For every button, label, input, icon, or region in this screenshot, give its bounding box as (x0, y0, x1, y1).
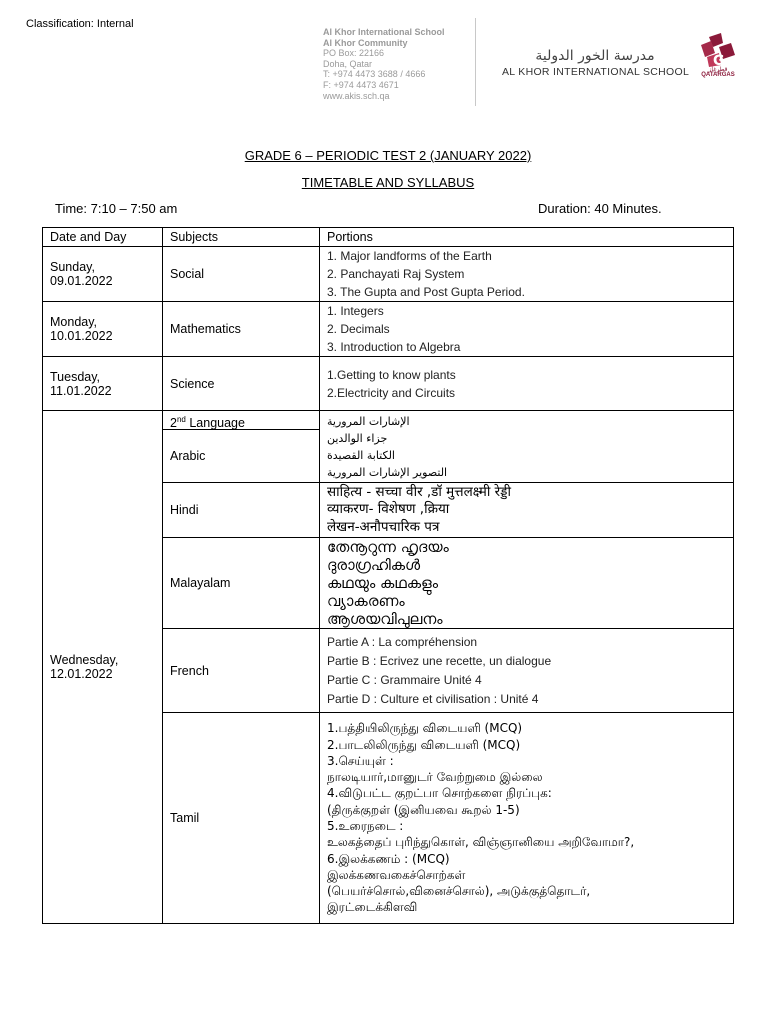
classification-label: Classification: Internal (26, 18, 134, 30)
portion-item: الكتابة القصيدة (327, 448, 395, 462)
portion-item: 3. The Gupta and Post Gupta Period. (327, 285, 525, 299)
portion-item: 4.விடுபட்ட குறட்பா சொற்களை நிரப்புக: (327, 786, 552, 801)
portion-item: ദുരാഗ്രഹികൾ (327, 556, 421, 574)
table-row (43, 411, 734, 483)
portion-item: Partie A : La compréhension (327, 634, 478, 649)
portion-item: 1.Getting to know plants (327, 367, 456, 382)
subject-cell (163, 411, 320, 483)
header-subject: Subjects (163, 228, 320, 247)
subject-cell: French (163, 629, 320, 713)
portion-item: Partie D : Culture et civilisation : Unité 4 (327, 691, 539, 706)
logo-label: QATARGAS (701, 72, 735, 78)
address-line: www.akis.sch.qa (323, 90, 390, 101)
portions-cell (320, 713, 734, 924)
date-cell (43, 411, 163, 924)
day-label: Monday, (50, 315, 98, 329)
portion-item: உலகத்தைப் புரிந்துகொள், விஞ்ஞானியை அறிவோமா?, (327, 835, 635, 850)
date-cell (43, 302, 163, 357)
header-portions: Portions (320, 228, 734, 247)
portion-item: 2. Decimals (327, 322, 390, 336)
table-header-row (43, 228, 734, 247)
portion-item: लेखन-अनौपचारिक पत्र (327, 518, 440, 535)
portions-cell (320, 483, 734, 538)
day-label: Sunday, (50, 260, 95, 274)
portion-item: جزاء الوالدين (327, 431, 388, 445)
svg-text:G: G (713, 53, 725, 69)
exam-duration: Duration: 40 Minutes. (538, 201, 662, 216)
portion-item: (பெயர்ச்சொல்,வினைச்சொல்), அடுக்குத்தொடர், (327, 884, 591, 899)
portion-item: நாலடியார்,மானுடர் வேற்றுமை இல்லை (327, 770, 543, 785)
header-date: Date and Day (43, 228, 163, 247)
table-row (43, 247, 734, 302)
portion-item: വ്യാകരണം (327, 592, 405, 610)
day-label: Tuesday, (50, 369, 101, 384)
portion-item: തേനൂറുന്ന ഹൃദയം (327, 538, 449, 556)
second-language-label: 2nd Language (163, 411, 319, 430)
subject-cell: Mathematics (163, 302, 320, 357)
subject-arabic: Arabic (170, 449, 206, 463)
address-line: Doha, Qatar (323, 58, 373, 69)
portion-item: കഥയും കഥകളും (327, 574, 438, 592)
portion-item: 3.செய்யுள் : (327, 753, 394, 768)
header-divider (475, 18, 476, 106)
portion-item: व्याकरण- विशेषण ,क्रिया (327, 501, 450, 518)
address-line: F: +974 4473 4671 (323, 79, 399, 90)
date-cell (43, 357, 163, 411)
subject-cell: Tamil (163, 713, 320, 924)
date-label: 10.01.2022 (50, 329, 113, 343)
date-label: 12.01.2022 (50, 667, 113, 681)
portions-cell (320, 247, 734, 302)
portion-item: Partie B : Ecrivez une recette, un dialogue (327, 653, 552, 668)
date-label: 11.01.2022 (50, 383, 112, 398)
portion-item: (திருக்குறள் (இனியவை கூறல் 1-5) (327, 802, 520, 817)
table-row (43, 302, 734, 357)
table-row (43, 357, 734, 411)
portion-item: இலக்கணவகைச்சொற்கள் (327, 867, 466, 882)
portion-item: Partie C : Grammaire Unité 4 (327, 672, 482, 687)
portion-item: 2.Electricity and Circuits (327, 385, 456, 400)
portion-item: التصوير الإشارات المرورية (327, 465, 448, 479)
qatargas-logo-icon (697, 31, 741, 87)
portion-item: 2.பாடலிலிருந்து விடையளி (MCQ) (327, 737, 521, 752)
school-name-arabic: مدرسة الخور الدولية (535, 48, 655, 64)
subject-cell: Social (163, 247, 320, 302)
date-cell (43, 247, 163, 302)
address-line: Al Khor International School (323, 27, 445, 37)
timetable (42, 227, 734, 924)
portions-cell (320, 538, 734, 629)
portion-item: الإشارات المرورية (327, 414, 410, 428)
date-label: 09.01.2022 (50, 274, 113, 288)
portions-cell (320, 411, 734, 483)
subject-cell: Malayalam (163, 538, 320, 629)
subject-cell: Science (163, 357, 320, 411)
day-label: Wednesday, (50, 653, 119, 667)
school-address-block (323, 27, 445, 101)
address-line: Al Khor Community (323, 37, 408, 48)
address-line: PO Box: 22166 (323, 48, 385, 59)
portion-item: 5.உரைநடை : (327, 819, 404, 833)
portion-item: 3. Introduction to Algebra (327, 340, 461, 354)
logo-arabic-text: قطرغاز (708, 66, 728, 73)
portions-cell (320, 629, 734, 713)
portion-item: 6.இலக்கணம் : (MCQ) (327, 851, 450, 866)
portion-item: 1.பத்தியிலிருந்து விடையளி (MCQ) (327, 721, 523, 736)
portion-item: 2. Panchayati Raj System (327, 267, 465, 281)
portion-item: 1. Integers (327, 304, 384, 318)
portion-item: 1. Major landforms of the Earth (327, 249, 492, 263)
portion-item: இரட்டைக்கிளவி (327, 900, 418, 915)
portion-item: साहित्य - सच्चा वीर ,डॉ मुत्तलक्ष्मी रेड्डी (327, 483, 511, 500)
exam-time: Time: 7:10 – 7:50 am (55, 201, 178, 216)
subject-cell: Hindi (163, 483, 320, 538)
school-name-english: AL KHOR INTERNATIONAL SCHOOL (502, 66, 690, 78)
document-subtitle: TIMETABLE AND SYLLABUS (301, 175, 475, 190)
address-line: T: +974 4473 3688 / 4666 (323, 69, 426, 80)
portions-cell (320, 357, 734, 411)
document-title: GRADE 6 – PERIODIC TEST 2 (JANUARY 2022) (244, 148, 532, 163)
portions-cell (320, 302, 734, 357)
portion-item: ആശയവിപുലനം (327, 610, 443, 628)
